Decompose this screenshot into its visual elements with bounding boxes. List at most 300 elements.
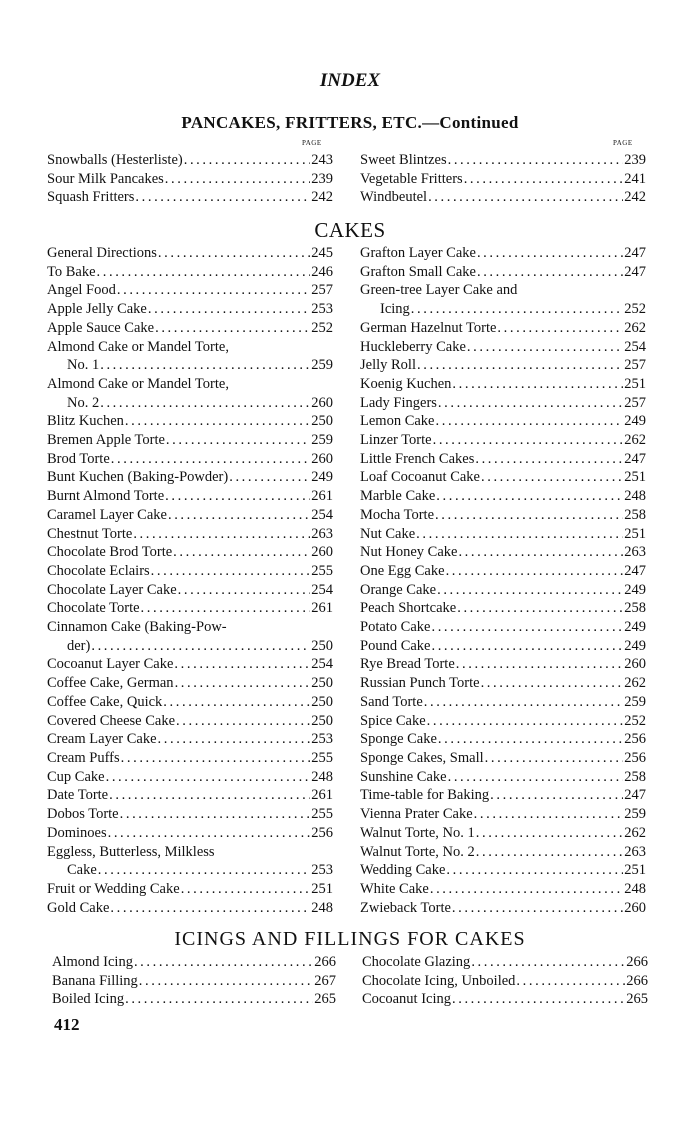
page-column-label: PAGE: [302, 139, 322, 147]
entry-name: Rye Bread Torte: [360, 656, 455, 673]
entry-page-number: 249: [624, 619, 646, 636]
dot-leader: [427, 712, 624, 731]
entry-line: [47, 693, 333, 712]
entry-page-number: 239: [624, 152, 646, 168]
entry-page-number: 252: [624, 301, 646, 318]
entry-line: [47, 170, 333, 189]
index-entry: [360, 655, 646, 674]
dot-leader: [456, 655, 623, 674]
entry-line: [360, 824, 646, 843]
entry-name: Pound Cake: [360, 637, 431, 654]
entry-page-number: 253: [311, 862, 333, 879]
entry-name: Apple Jelly Cake: [47, 301, 147, 318]
dot-leader: [448, 768, 624, 787]
entry-name: White Cake: [360, 880, 429, 897]
entry-page-number: 255: [311, 806, 333, 823]
index-entry: [47, 431, 333, 450]
index-entry: [360, 543, 646, 562]
dot-leader: [477, 263, 623, 282]
index-entry: [47, 618, 333, 655]
section-heading-icings: ICINGS AND FILLINGS FOR CAKES: [174, 928, 526, 950]
entry-page-number: 250: [311, 637, 333, 654]
entry-line: [47, 263, 333, 282]
index-entry: [47, 170, 333, 189]
dot-leader: [452, 990, 625, 1009]
entry-name: Grafton Layer Cake: [360, 245, 476, 261]
index-entry: [362, 990, 648, 1009]
entry-name: Nut Cake: [360, 525, 416, 542]
entry-line: [360, 749, 646, 768]
dot-leader: [120, 805, 311, 824]
entry-page-number: 258: [624, 600, 646, 617]
entry-name: Sponge Cake: [360, 731, 437, 748]
entry-name: Little French Cakes: [360, 450, 475, 467]
entry-name: Chocolate Eclairs: [47, 562, 150, 579]
index-entry: [360, 450, 646, 469]
entry-line: [360, 880, 646, 899]
index-entry: [360, 899, 646, 918]
entry-name: German Hazelnut Torte: [360, 319, 497, 336]
entry-name: Chestnut Torte: [47, 525, 133, 542]
entry-page-number: 254: [311, 581, 333, 598]
entry-page-number: 260: [311, 450, 333, 467]
dot-leader: [433, 431, 624, 450]
dot-leader: [163, 693, 310, 712]
entry-page-number: 247: [624, 787, 646, 804]
entry-name: Cinnamon Cake (Baking-Pow-: [47, 619, 227, 636]
entry-line: [360, 375, 646, 394]
entry-name-continuation: No. 1: [67, 357, 100, 374]
entry-page-number: 250: [311, 712, 333, 729]
dot-leader: [100, 356, 310, 375]
dot-leader: [417, 356, 623, 375]
dot-leader: [490, 786, 623, 805]
entry-page-number: 263: [624, 544, 646, 561]
entry-name-continuation: Cake: [67, 862, 97, 879]
entry-name: Cocoanut Icing: [362, 991, 451, 1008]
index-entry: [360, 562, 646, 581]
entry-line: [47, 412, 333, 431]
entry-page-number: 258: [624, 768, 646, 785]
entry-line: [360, 712, 646, 731]
entry-name: Vienna Prater Cake: [360, 806, 473, 823]
entry-name-line: [360, 281, 646, 300]
index-entry: [47, 655, 333, 674]
entry-page-number: 254: [311, 506, 333, 523]
entry-page-number: 254: [624, 338, 646, 355]
index-entry: [52, 990, 336, 1009]
dot-leader: [166, 431, 310, 450]
index-entry: [360, 824, 646, 843]
entry-name: Loaf Cocoanut Cake: [360, 469, 480, 486]
entry-name: Grafton Small Cake: [360, 263, 476, 280]
entry-name: Time-table for Baking: [360, 787, 490, 804]
entry-name: Caramel Layer Cake: [47, 506, 167, 523]
entry-line: [47, 824, 333, 843]
index-entry: [47, 562, 333, 581]
entry-name-line: [47, 618, 333, 637]
index-entry: [360, 880, 646, 899]
entry-page-number: 263: [311, 525, 333, 542]
entry-line: [360, 768, 646, 787]
dot-leader: [452, 375, 623, 394]
entry-line: [360, 655, 646, 674]
entry-name: Date Torte: [47, 787, 109, 804]
entry-page-number: 249: [624, 581, 646, 598]
entry-name: Eggless, Butterless, Milkless: [47, 843, 215, 860]
entry-page-number: 245: [311, 245, 333, 261]
index-entry: [360, 431, 646, 450]
entry-page-number: 242: [311, 189, 333, 206]
dot-leader: [481, 674, 624, 693]
entry-name: Chocolate Icing, Unboiled: [362, 972, 516, 989]
entry-line: [360, 394, 646, 413]
index-entry: [360, 319, 646, 338]
entry-name: Angel Food: [47, 282, 116, 299]
entry-name: Sand Torte: [360, 693, 423, 710]
entry-line: [47, 880, 333, 899]
index-entry: [360, 618, 646, 637]
index-entry: [47, 768, 333, 787]
dot-leader: [148, 300, 310, 319]
index-entry: [47, 581, 333, 600]
dot-leader: [178, 581, 311, 600]
index-entry: [47, 712, 333, 731]
dot-leader: [438, 394, 623, 413]
entry-page-number: 253: [311, 301, 333, 318]
index-entry: [47, 525, 333, 544]
entry-name: Burnt Almond Torte: [47, 488, 165, 505]
dot-leader: [475, 450, 623, 469]
entry-page-number: 260: [311, 544, 333, 561]
dot-leader: [175, 674, 311, 693]
entry-page-number: 243: [311, 152, 333, 168]
entry-line: [47, 768, 333, 787]
entry-name: Windbeutel: [360, 189, 428, 206]
entry-line: [47, 431, 333, 450]
entry-name: Chocolate Brod Torte: [47, 544, 173, 561]
entry-name: Marble Cake: [360, 488, 436, 505]
entry-page-number: 248: [624, 488, 646, 505]
entry-line: [47, 300, 333, 319]
entry-page-number: 248: [624, 880, 646, 897]
dot-leader: [436, 412, 624, 431]
entry-name: Vegetable Fritters: [360, 170, 463, 187]
dot-leader: [476, 843, 624, 862]
entry-page-number: 247: [624, 562, 646, 579]
index-entry: [360, 356, 646, 375]
entry-page-number: 267: [314, 972, 336, 989]
entry-name-continuation: No. 2: [67, 394, 100, 411]
entry-line: [52, 972, 336, 991]
dot-leader: [497, 319, 623, 338]
entry-name-continuation: der): [67, 637, 91, 654]
entry-page-number: 257: [624, 394, 646, 411]
entry-continuation-line: [47, 861, 333, 880]
index-entry: [47, 730, 333, 749]
index-entry: [47, 693, 333, 712]
entry-name: Cream Layer Cake: [47, 731, 157, 748]
dot-leader: [158, 244, 310, 263]
index-entry: [360, 244, 646, 263]
entry-page-number: 247: [624, 245, 646, 261]
index-entry: [47, 543, 333, 562]
index-entry: [47, 674, 333, 693]
dot-leader: [135, 188, 310, 207]
dot-leader: [435, 506, 623, 525]
index-entry: [362, 972, 648, 991]
dot-leader: [173, 543, 310, 562]
entry-name: Cup Cake: [47, 768, 105, 785]
entry-line: [47, 281, 333, 300]
entry-page-number: 262: [624, 432, 646, 449]
icings-left-column: [52, 953, 336, 1009]
cakes-right-column: [360, 244, 646, 917]
dot-leader: [91, 637, 310, 656]
entry-name: Walnut Torte, No. 2: [360, 843, 475, 860]
entry-page-number: 256: [624, 731, 646, 748]
entry-page-number: 261: [311, 600, 333, 617]
entry-page-number: 260: [311, 394, 333, 411]
entry-line: [360, 468, 646, 487]
entry-page-number: 259: [624, 806, 646, 823]
dot-leader: [181, 880, 311, 899]
entry-line: [360, 450, 646, 469]
dot-leader: [155, 319, 310, 338]
entry-line: [47, 599, 333, 618]
entry-page-number: 241: [624, 170, 646, 187]
entry-line: [360, 525, 646, 544]
index-entry: [360, 730, 646, 749]
entry-line: [47, 506, 333, 525]
entry-name: To Bake: [47, 263, 96, 280]
entry-page-number: 260: [624, 899, 646, 916]
entry-name: Apple Sauce Cake: [47, 319, 155, 336]
dot-leader: [125, 412, 310, 431]
entry-line: [47, 543, 333, 562]
entry-line: [360, 151, 646, 170]
dot-leader: [133, 525, 310, 544]
index-entry: [360, 506, 646, 525]
entry-continuation-line: [360, 300, 646, 319]
dot-leader: [481, 468, 623, 487]
entry-page-number: 250: [311, 693, 333, 710]
entry-page-number: 253: [311, 731, 333, 748]
entry-name: Sponge Cakes, Small: [360, 749, 484, 766]
entry-page-number: 251: [624, 525, 646, 542]
index-entry: [47, 487, 333, 506]
entry-page-number: 259: [311, 432, 333, 449]
index-entry: [47, 338, 333, 375]
entry-name: Nut Honey Cake: [360, 544, 458, 561]
cakes-left-column: [47, 244, 333, 917]
section-heading-pancakes: PANCAKES, FRITTERS, ETC.—Continued: [181, 113, 519, 132]
entry-name: Snowballs (Hesterliste): [47, 152, 183, 168]
dot-leader: [176, 712, 310, 731]
entry-continuation-line: [47, 394, 333, 413]
entry-page-number: 265: [626, 991, 648, 1008]
entry-page-number: 260: [624, 656, 646, 673]
entry-line: [47, 581, 333, 600]
index-entry: [360, 843, 646, 862]
entry-line: [360, 263, 646, 282]
entry-line: [360, 899, 646, 918]
entry-page-number: 261: [311, 488, 333, 505]
entry-line: [360, 618, 646, 637]
index-entry: [52, 953, 336, 972]
entry-line: [360, 487, 646, 506]
entry-name: Potato Cake: [360, 619, 431, 636]
dot-leader: [411, 300, 623, 319]
index-entry: [47, 899, 333, 918]
index-entry: [360, 412, 646, 431]
entry-line: [360, 581, 646, 600]
entry-page-number: 250: [311, 413, 333, 430]
entry-page-number: 265: [314, 991, 336, 1008]
index-entry: [360, 487, 646, 506]
entry-line: [47, 899, 333, 918]
index-entry: [360, 151, 646, 170]
entry-page-number: 249: [311, 469, 333, 486]
entry-continuation-line: [47, 356, 333, 375]
index-entry: [47, 319, 333, 338]
index-entry: [47, 412, 333, 431]
index-entry: [362, 953, 648, 972]
entry-line: [360, 412, 646, 431]
entry-name: Coffee Cake, Quick: [47, 693, 163, 710]
entry-page-number: 256: [311, 824, 333, 841]
entry-line: [360, 693, 646, 712]
dot-leader: [106, 768, 311, 787]
entry-line: [47, 468, 333, 487]
entry-page-number: 263: [624, 843, 646, 860]
entry-line: [47, 525, 333, 544]
entry-name: Chocolate Torte: [47, 600, 140, 617]
entry-line: [360, 506, 646, 525]
entry-name-line: [47, 843, 333, 862]
index-entry: [47, 188, 333, 207]
index-entry: [47, 805, 333, 824]
entry-line: [360, 319, 646, 338]
entry-page-number: 255: [311, 749, 333, 766]
entry-name: Boiled Icing: [52, 991, 125, 1008]
entry-name: Zwieback Torte: [360, 899, 451, 916]
entry-name: Squash Fritters: [47, 189, 135, 206]
entry-line: [47, 786, 333, 805]
entry-name: Cocoanut Layer Cake: [47, 656, 174, 673]
index-entry: [360, 338, 646, 357]
index-entry: [360, 525, 646, 544]
entry-page-number: 248: [311, 768, 333, 785]
dot-leader: [446, 861, 623, 880]
entry-name: Blitz Kuchen: [47, 413, 124, 430]
index-entry: [47, 599, 333, 618]
entry-name: Russian Punch Torte: [360, 675, 480, 692]
page-number: 412: [54, 1015, 80, 1034]
dot-leader: [184, 151, 311, 170]
dot-leader: [457, 599, 623, 618]
dot-leader: [431, 618, 623, 637]
entry-name: Jelly Roll: [360, 357, 416, 374]
dot-leader: [477, 244, 623, 263]
entry-line: [47, 730, 333, 749]
entry-name: Lady Fingers: [360, 394, 437, 411]
entry-line: [360, 431, 646, 450]
index-entry: [360, 375, 646, 394]
entry-page-number: 242: [624, 189, 646, 206]
dot-leader: [474, 805, 624, 824]
entry-line: [47, 655, 333, 674]
entry-page-number: 247: [624, 450, 646, 467]
index-entry: [47, 281, 333, 300]
index-entry: [52, 972, 336, 991]
dot-leader: [436, 487, 623, 506]
entry-page-number: 262: [624, 824, 646, 841]
entry-name: Dobos Torte: [47, 806, 119, 823]
entry-name: Lemon Cake: [360, 413, 435, 430]
index-entry: [360, 712, 646, 731]
entry-line: [47, 805, 333, 824]
entry-page-number: 250: [311, 675, 333, 692]
entry-line: [360, 861, 646, 880]
entry-name: Mocha Torte: [360, 506, 435, 523]
entry-line: [47, 674, 333, 693]
dot-leader: [485, 749, 624, 768]
dot-leader: [471, 953, 625, 972]
dot-leader: [458, 543, 623, 562]
dot-leader: [452, 899, 623, 918]
entry-continuation-line: [47, 637, 333, 656]
dot-leader: [158, 730, 311, 749]
dot-leader: [109, 786, 310, 805]
entry-line: [362, 972, 648, 991]
dot-leader: [464, 170, 624, 189]
entry-name: Banana Filling: [52, 972, 138, 989]
entry-page-number: 255: [311, 562, 333, 579]
index-entry: [47, 824, 333, 843]
index-entry: [360, 170, 646, 189]
icings-right-column: [362, 953, 648, 1009]
entry-page-number: 251: [624, 375, 646, 392]
index-entry: [360, 468, 646, 487]
entry-line: [360, 730, 646, 749]
dot-leader: [110, 899, 310, 918]
pancakes-right-column: [360, 151, 646, 207]
dot-leader: [168, 506, 310, 525]
entry-page-number: 254: [311, 656, 333, 673]
entry-name: Sour Milk Pancakes: [47, 170, 164, 187]
entry-line: [360, 188, 646, 207]
dot-leader: [428, 188, 623, 207]
index-entry: [360, 263, 646, 282]
entry-page-number: 252: [311, 319, 333, 336]
index-entry: [360, 786, 646, 805]
entry-page-number: 251: [624, 469, 646, 486]
entry-line: [47, 562, 333, 581]
entry-name: Chocolate Glazing: [362, 954, 471, 970]
entry-line: [47, 749, 333, 768]
index-entry: [360, 581, 646, 600]
index-entry: [47, 786, 333, 805]
dot-leader: [98, 861, 310, 880]
dot-leader: [229, 468, 310, 487]
entry-name: Bremen Apple Torte: [47, 432, 165, 449]
entry-page-number: 266: [626, 954, 648, 970]
entry-line: [47, 151, 333, 170]
index-entry: [360, 599, 646, 618]
entry-page-number: 247: [624, 263, 646, 280]
index-entry: [47, 843, 333, 880]
